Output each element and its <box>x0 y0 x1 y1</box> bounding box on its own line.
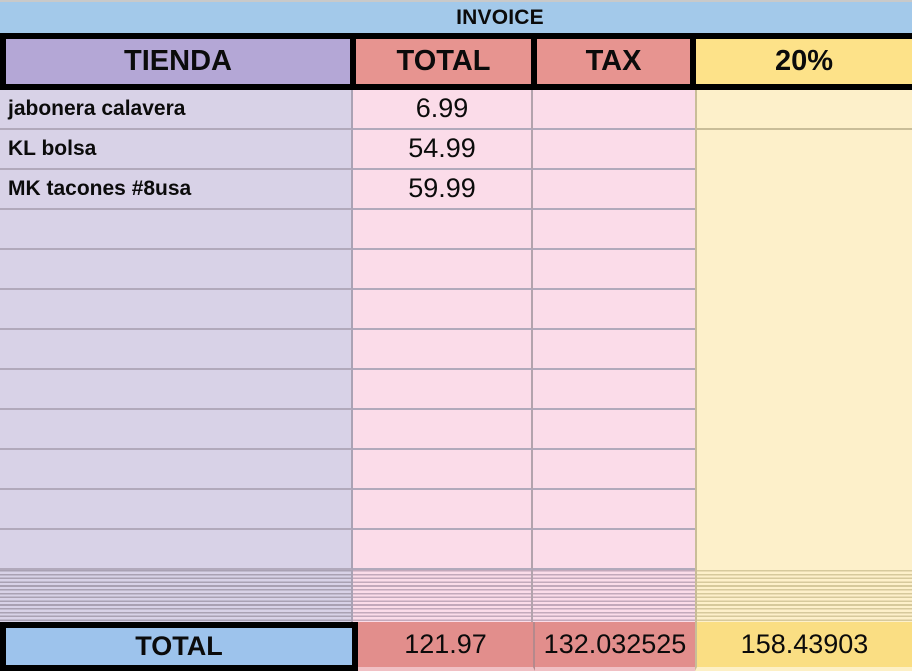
cell-tienda[interactable] <box>0 410 353 450</box>
collapsed-rows-band <box>0 570 912 622</box>
cell-tienda[interactable] <box>0 530 353 570</box>
cell-tax[interactable] <box>533 370 695 410</box>
cell-tax[interactable] <box>533 90 695 130</box>
table-row <box>0 490 695 530</box>
table-row <box>0 170 695 210</box>
cell-total[interactable]: 59.99 <box>353 170 533 210</box>
collapsed-rows-20pct <box>695 570 912 622</box>
cell-tax[interactable] <box>533 130 695 170</box>
cell-tienda[interactable] <box>0 250 353 290</box>
cell-total[interactable] <box>353 410 533 450</box>
table-row <box>0 90 695 130</box>
collapsed-rows-tax <box>533 570 695 622</box>
table-row <box>0 530 695 570</box>
cell-tienda[interactable] <box>0 370 353 410</box>
collapsed-rows-total <box>353 570 533 622</box>
cell-tienda[interactable] <box>0 490 353 530</box>
table-row <box>0 210 695 250</box>
totals-tax-cell[interactable]: 132.032525 <box>535 622 695 671</box>
cell-tax[interactable] <box>533 450 695 490</box>
cell-tienda[interactable] <box>0 450 353 490</box>
page-title: INVOICE <box>456 5 544 29</box>
table-row <box>0 250 695 290</box>
header-cell-total[interactable]: TOTAL <box>356 39 537 84</box>
cell-tienda[interactable] <box>0 290 353 330</box>
header-cell-tienda[interactable]: TIENDA <box>6 39 356 84</box>
cell-total[interactable] <box>353 450 533 490</box>
cell-tax[interactable] <box>533 410 695 450</box>
cell-tienda[interactable] <box>0 210 353 250</box>
cell-total[interactable] <box>353 370 533 410</box>
totals-total-cell[interactable]: 121.97 <box>358 622 535 671</box>
cell-tienda[interactable]: KL bolsa <box>0 130 353 170</box>
table-header-row <box>0 33 912 90</box>
cell-tax[interactable] <box>533 210 695 250</box>
table-body <box>0 90 912 570</box>
cell-tax[interactable] <box>533 330 695 370</box>
table-row <box>0 330 695 370</box>
cell-total[interactable]: 6.99 <box>353 90 533 130</box>
totals-label-cell[interactable]: TOTAL <box>0 622 358 671</box>
table-row <box>0 410 695 450</box>
header-cell-20pct[interactable]: 20% <box>696 39 912 84</box>
cell-total[interactable] <box>353 210 533 250</box>
cell-tienda[interactable]: MK tacones #8usa <box>0 170 353 210</box>
table-row <box>0 370 695 410</box>
table-row <box>0 450 695 490</box>
table-rows <box>0 90 695 570</box>
cell-tax[interactable] <box>533 490 695 530</box>
cell-tienda[interactable] <box>0 330 353 370</box>
cell-tax[interactable] <box>533 290 695 330</box>
cell-total[interactable] <box>353 330 533 370</box>
cell-tax[interactable] <box>533 250 695 290</box>
collapsed-rows-tienda <box>0 570 353 622</box>
cell-total[interactable]: 54.99 <box>353 130 533 170</box>
cell-tienda[interactable]: jabonera calavera <box>0 90 353 130</box>
cell-tax[interactable] <box>533 170 695 210</box>
cell-total[interactable] <box>353 250 533 290</box>
cell-total[interactable] <box>353 290 533 330</box>
cell-20pct-row1[interactable] <box>697 90 912 130</box>
table-row <box>0 130 695 170</box>
header-cell-tax[interactable]: TAX <box>537 39 696 84</box>
merged-20pct-column[interactable] <box>695 90 912 570</box>
totals-row <box>0 622 912 671</box>
cell-total[interactable] <box>353 530 533 570</box>
totals-20pct-cell[interactable]: 158.43903 <box>695 622 912 671</box>
cell-total[interactable] <box>353 490 533 530</box>
cell-tax[interactable] <box>533 530 695 570</box>
title-bar <box>0 2 912 33</box>
table-row <box>0 290 695 330</box>
